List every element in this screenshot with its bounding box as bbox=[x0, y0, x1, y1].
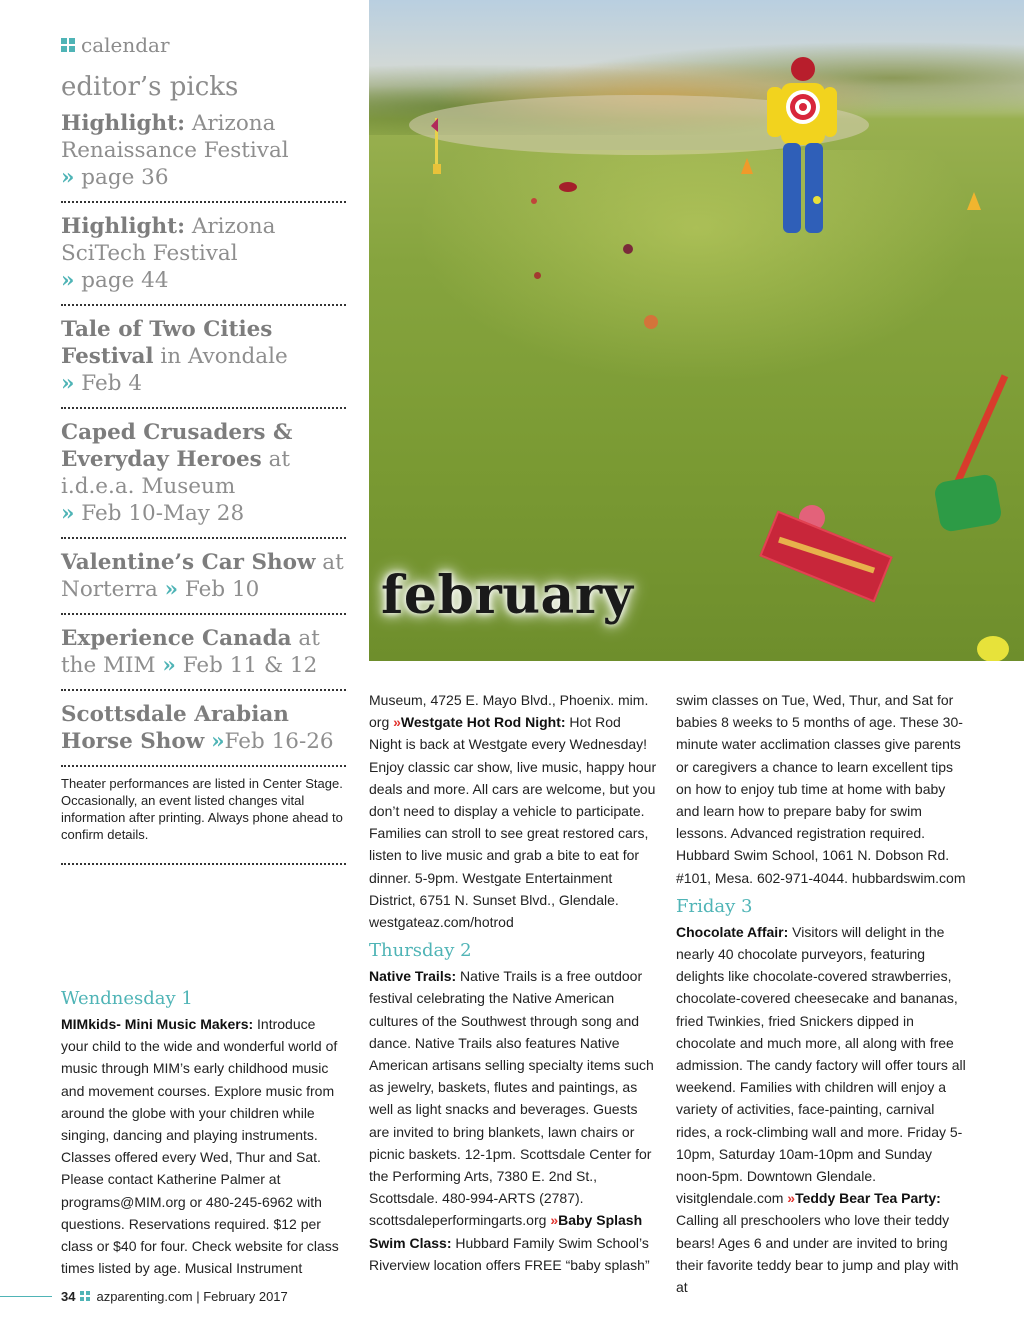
listing-column-2 bbox=[369, 689, 657, 1276]
day-heading: Friday 3 bbox=[676, 895, 753, 917]
tee-mat bbox=[759, 511, 892, 603]
event-title: MIMkids- Mini Music Makers: bbox=[61, 1016, 254, 1032]
event-body: Calling all preschoolers who love their teddy bears! Ages 6 and under are invited to bring their favorite teddy bear to jump and play with at bbox=[676, 1212, 959, 1296]
pick-item bbox=[61, 623, 346, 691]
pick-item bbox=[61, 108, 346, 203]
pick-title-rest: at the MIM bbox=[61, 626, 320, 678]
pick-title-rest: at i.d.e.a. Museum bbox=[61, 447, 291, 499]
chevron-icon: » bbox=[787, 1190, 796, 1207]
chevron-icon: » bbox=[393, 714, 401, 731]
pick-when: Feb 10 bbox=[178, 577, 260, 602]
pick-title-bold: Highlight: bbox=[61, 214, 186, 239]
day-heading: Thursday 2 bbox=[369, 940, 472, 962]
page-footer bbox=[0, 1286, 420, 1306]
event-body: Museum, 4725 E. Mayo Blvd., Phoenix. mim. org bbox=[369, 692, 649, 731]
pick-title-bold: Tale of Two Cities Festival bbox=[61, 317, 273, 369]
chevron-icon: » bbox=[61, 268, 75, 293]
footer-issue: February 2017 bbox=[203, 1288, 288, 1304]
event-entry bbox=[369, 965, 657, 1276]
cone-icon bbox=[967, 192, 981, 210]
event-entry bbox=[61, 1013, 346, 1279]
pick-title-rest: Arizona SciTech Festival bbox=[61, 214, 276, 266]
pick-title-bold: Caped Crusaders & Everyday Heroes bbox=[61, 420, 293, 472]
pick-when: page 44 bbox=[74, 268, 169, 293]
cone-icon bbox=[741, 158, 753, 174]
pick-item bbox=[61, 699, 346, 767]
costumed-player-figure bbox=[767, 55, 837, 235]
feature-photo bbox=[369, 0, 1024, 661]
footer-site: azparenting.com bbox=[96, 1288, 193, 1304]
chevron-icon: » bbox=[164, 577, 179, 602]
listing-column-1 bbox=[61, 981, 346, 1279]
golf-ball bbox=[623, 244, 633, 254]
pick-title-rest: Arizona Renaissance Festival bbox=[61, 111, 289, 163]
chevron-icon: » bbox=[162, 653, 176, 678]
page-number: 34 bbox=[61, 1288, 76, 1304]
chevron-icon: » bbox=[550, 1212, 559, 1229]
golf-flag-icon bbox=[427, 112, 447, 174]
event-title: Native Trails: bbox=[369, 968, 457, 985]
chevron-icon: » bbox=[61, 501, 75, 526]
event-title: Baby Splash Swim Class: bbox=[369, 1212, 643, 1251]
section-label-text: calendar bbox=[81, 33, 170, 57]
pick-item bbox=[61, 211, 346, 306]
golf-ball bbox=[644, 315, 658, 329]
pick-title-bold: Valentine’s Car Show bbox=[61, 550, 316, 575]
event-entry bbox=[676, 921, 966, 1298]
event-body: Hot Rod Night is back at Westgate every Wednesday! Enjoy classic car show, live music, happy hour deals and more. All cars are welcome, but you don’t need to display a vehicle to participate. Families can stroll to see great restored cars, listen to live music and grab a bite to eat for dinner. 5-9pm. Westgate Entertainment District, 6751 N. Sunset Blvd., Glendale. westgateaz.com/hotrod bbox=[369, 714, 657, 931]
fairway-highlight bbox=[369, 150, 1024, 410]
grid-icon bbox=[61, 38, 75, 52]
pick-when: Feb 10-May 28 bbox=[74, 501, 245, 526]
pick-title-rest: in Avondale bbox=[153, 344, 288, 369]
month-title: february bbox=[381, 565, 634, 626]
chevron-icon: » bbox=[61, 165, 75, 190]
day-heading: Wendnesday 1 bbox=[61, 988, 193, 1009]
event-title: Westgate Hot Rod Night: bbox=[400, 714, 566, 731]
pick-when: Feb 4 bbox=[74, 371, 143, 396]
pick-when: Feb 11 & 12 bbox=[175, 653, 318, 678]
sidebar bbox=[61, 30, 346, 865]
pick-item bbox=[61, 417, 346, 539]
footer-rule bbox=[0, 1296, 52, 1297]
editors-picks-heading: editor’s picks bbox=[61, 72, 239, 102]
listing-column-3 bbox=[676, 689, 966, 1298]
pick-item bbox=[61, 547, 346, 615]
golf-ball bbox=[813, 196, 821, 204]
pick-title-bold: Highlight: bbox=[61, 111, 186, 136]
event-body: swim classes on Tue, Wed, Thur, and Sat for babies 8 weeks to 5 months of age. These 30-minute water acclimation classes give parents or caregivers a chance to learn excellent tips on how to enjoy tub time at home with baby and learn how to prepare baby for swim lessons. Advanced registration required. Hubbard Swim School, 1061 N. Dobson Rd. #101, Mesa. 602-971-4044. hubbardswim.com bbox=[676, 692, 966, 886]
disclaimer-text: Theater performances are listed in Center Stage. Occasionally, an event listed changes vital information after printing. Always phone ahead to confirm details. bbox=[61, 775, 346, 865]
grid-icon bbox=[80, 1291, 90, 1301]
pick-title-bold: Experience Canada bbox=[61, 626, 292, 651]
pick-item bbox=[61, 314, 346, 409]
event-title: Teddy Bear Tea Party: bbox=[795, 1190, 941, 1207]
golf-ball bbox=[531, 198, 537, 204]
event-body: Introduce your child to the wide and wonderful world of music through MIM’s early childhood music and movement courses. Explore music from around the globe with your children while singing, dancing and playing instruments. Classes offered every Wed, Thur and Sat. Please contact Katherine Palmer at programs@MIM.org or 480-245-6962 with questions. Reservations required. $12 per class or $40 for four. Check website for class times listed by age. Musical Instrument bbox=[61, 1016, 339, 1277]
event-body: Hubbard Family Swim School’s Riverview location offers FREE “baby splash” bbox=[369, 1234, 650, 1273]
club-head bbox=[933, 473, 1003, 533]
event-title: Chocolate Affair: bbox=[676, 923, 789, 940]
section-label bbox=[61, 30, 346, 60]
pick-title-bold: Scottsdale Arabian Horse Show bbox=[61, 702, 289, 754]
chevron-icon: » bbox=[61, 371, 75, 396]
event-entry bbox=[676, 689, 966, 889]
event-entry bbox=[369, 689, 657, 933]
golf-ball bbox=[559, 182, 577, 192]
pick-when: page 36 bbox=[74, 165, 169, 190]
golf-ball bbox=[534, 272, 541, 279]
footer-separator: | bbox=[192, 1288, 204, 1304]
event-body: Native Trails is a free outdoor festival celebrating the Native American cultures of the Southwest through song and dance. Native Trails also features Native American artisans selling specialty items such as jewelry, baskets, flutes and paintings, as well as light snacks and beverages. Guests are invited to bring blankets, lawn chairs or picnic baskets. 12-1pm. Scottsdale Center for the Performing Arts, 7380 E. 2nd St., Scottsdale. 480-994-ARTS (2787). scottsdaleperformingarts.org bbox=[369, 968, 654, 1229]
event-body: Visitors will delight in the nearly 40 chocolate purveyors, featuring delights like chocolate-covered strawberries, chocolate-covered cheesecake and bananas, fried Twinkies, fried Snickers dipped in chocolate and much more, all along with free admission. The candy factory will offer tours all weekend. Families with children will enjoy a variety of activities, face-painting, carnival rides, a rock-climbing wall and more. Friday 5-10pm, Saturday 10am-10pm and Sunday noon-5pm. Downtown Glendale. visitglendale.com bbox=[676, 923, 966, 1207]
golf-ball bbox=[977, 636, 1009, 661]
pick-when: Feb 16-26 bbox=[224, 729, 334, 754]
chevron-icon: » bbox=[211, 729, 225, 754]
pick-title-rest: at Norterra bbox=[61, 550, 344, 602]
